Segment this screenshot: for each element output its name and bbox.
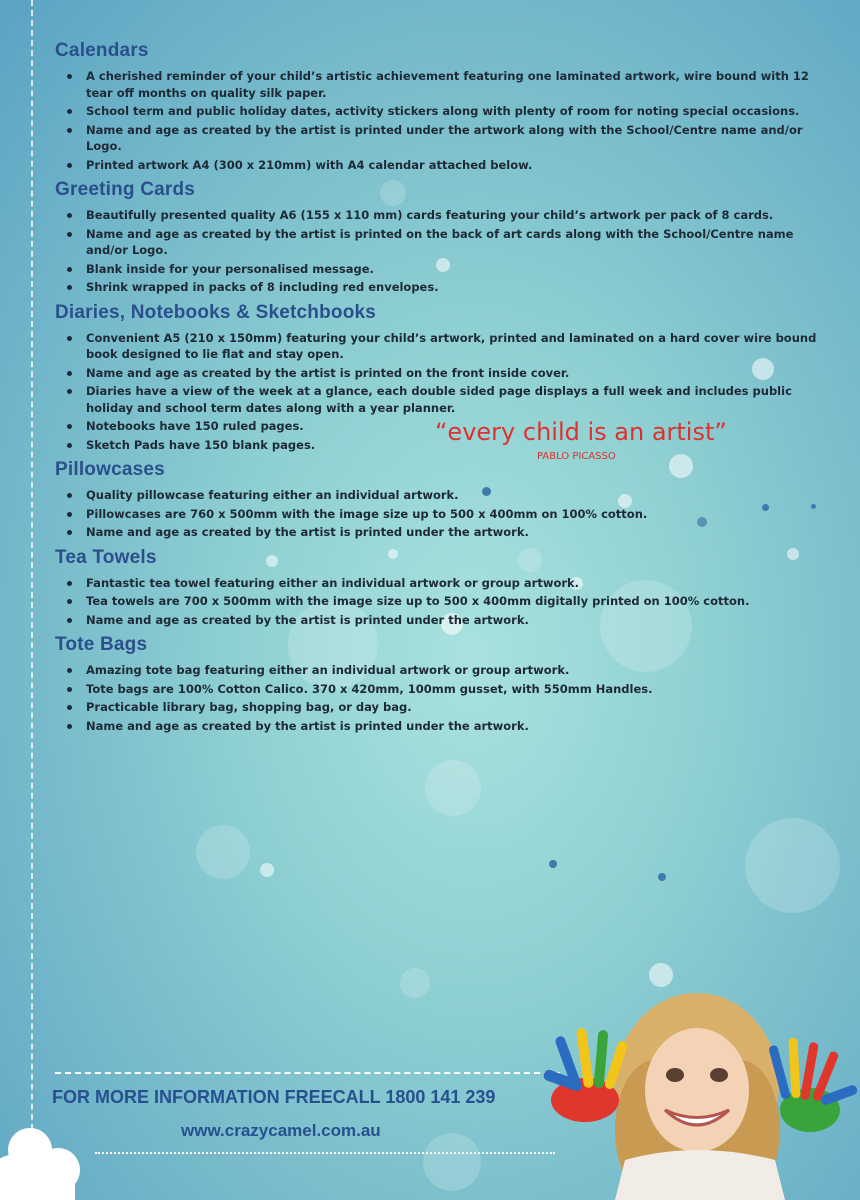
list-item: Convenient A5 (210 x 150mm) featuring your child’s artwork, printed and laminated on a hard cover wire bound book designed to lie flat and stay open. — [86, 330, 830, 363]
list-item: School term and public holiday dates, activity stickers along with plenty of room for noting special occasions. — [86, 103, 830, 120]
section-title: Diaries, Notebooks & Sketchbooks — [55, 301, 377, 323]
list-item: Pillowcases are 760 x 500mm with the image size up to 500 x 400mm on 100% cotton. — [86, 506, 830, 523]
section-calendars — [55, 40, 830, 173]
bullet-list — [55, 575, 830, 629]
background-bubble — [423, 1133, 481, 1191]
list-item: Name and age as created by the artist is printed under the artwork. — [86, 612, 830, 629]
bullet-list — [55, 68, 830, 173]
list-item: Beautifully presented quality A6 (155 x 110 mm) cards featuring your child’s artwork per pack of 8 cards. — [86, 207, 830, 224]
background-bubble — [745, 818, 840, 913]
bullet-list — [55, 662, 830, 734]
website-link[interactable]: www.crazycamel.com.au — [181, 1121, 381, 1140]
list-item: Sketch Pads have 150 blank pages. — [86, 437, 830, 454]
child-with-painted-hands-photo — [535, 990, 860, 1200]
list-item: Name and age as created by the artist is printed on the back of art cards along with the School/Centre name and/or Logo. — [86, 226, 830, 259]
footer-dashed-divider — [55, 1072, 560, 1074]
list-item: Blank inside for your personalised message. — [86, 261, 830, 278]
background-bubble — [400, 968, 430, 998]
list-item: Practicable library bag, shopping bag, or day bag. — [86, 699, 830, 716]
section-tea-towels — [55, 547, 830, 629]
list-item: A cherished reminder of your child’s artistic achievement featuring one laminated artwork, wire bound with 12 tear off months on quality silk paper. — [86, 68, 830, 101]
bullet-list — [55, 207, 830, 296]
list-item: Name and age as created by the artist is printed under the artwork. — [86, 524, 830, 541]
section-tote-bags — [55, 634, 830, 734]
list-item: Fantastic tea towel featuring either an individual artwork or group artwork. — [86, 575, 830, 592]
section-title: Pillowcases — [55, 459, 165, 480]
product-list — [55, 40, 830, 740]
section-greeting-cards — [55, 179, 830, 296]
background-bubble — [425, 760, 481, 816]
list-item: Name and age as created by the artist is printed under the artwork. — [86, 718, 830, 735]
cloud-icon — [0, 1115, 90, 1200]
list-item: Printed artwork A4 (300 x 210mm) with A4 calendar attached below. — [86, 157, 830, 174]
background-bubble — [196, 825, 250, 879]
list-item: Tote bags are 100% Cotton Calico. 370 x 420mm, 100mm gusset, with 550mm Handles. — [86, 681, 830, 698]
section-title: Tote Bags — [55, 634, 148, 655]
background-bubble — [260, 863, 274, 877]
section-title: Greeting Cards — [55, 179, 196, 200]
left-dashed-guide — [31, 0, 33, 1200]
list-item: Quality pillowcase featuring either an individual artwork. — [86, 487, 830, 504]
list-item: Amazing tote bag featuring either an individual artwork or group artwork. — [86, 662, 830, 679]
picasso-quote: “every child is an artist” — [435, 418, 727, 446]
list-item: Tea towels are 700 x 500mm with the image size up to 500 x 400mm digitally printed on 100% cotton. — [86, 593, 830, 610]
list-item: Notebooks have 150 ruled pages. — [86, 418, 830, 435]
background-dot — [658, 873, 666, 881]
quote-author: PABLO PICASSO — [537, 451, 616, 462]
section-title: Tea Towels — [55, 546, 157, 568]
freecall-info: FOR MORE INFORMATION FREECALL 1800 141 239 — [52, 1087, 496, 1107]
section-title: Calendars — [55, 40, 149, 61]
background-bubble — [649, 963, 673, 987]
list-item: Name and age as created by the artist is printed on the front inside cover. — [86, 365, 830, 382]
footer-dotted-divider — [95, 1152, 555, 1154]
section-pillowcases — [55, 459, 830, 541]
list-item: Shrink wrapped in packs of 8 including red envelopes. — [86, 279, 830, 296]
list-item: Name and age as created by the artist is printed under the artwork along with the School/Centre name and/or Logo. — [86, 122, 830, 155]
list-item: Diaries have a view of the week at a glance, each double sided page displays a full week and includes public holiday and school term dates along with a year planner. — [86, 383, 830, 416]
background-dot — [549, 860, 557, 868]
bullet-list — [55, 487, 830, 541]
